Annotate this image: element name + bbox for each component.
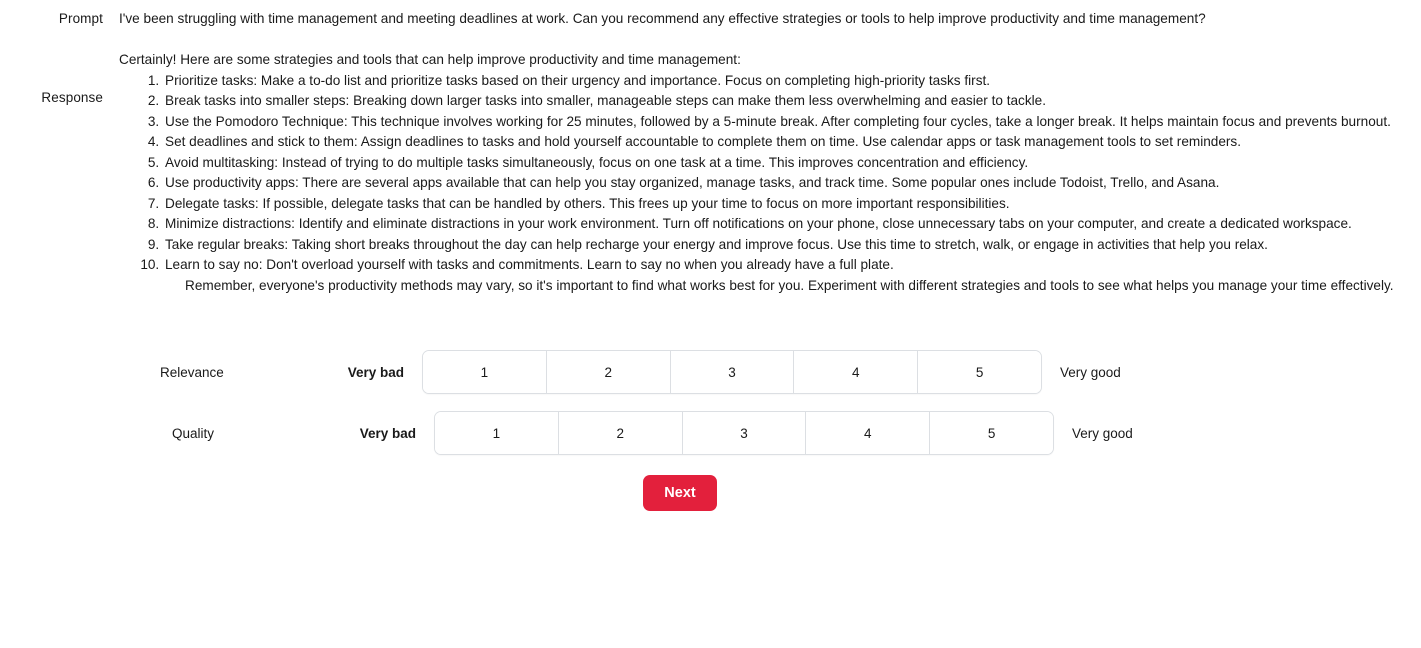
list-item: 10. Learn to say no: Don't overload yourself with tasks and commitments. Learn to say no when you already have a full plate.	[163, 255, 1405, 276]
rating-option-relevance-2[interactable]: 2	[547, 351, 671, 393]
response-intro: Certainly! Here are some strategies and tools that can help improve productivity and time management:	[119, 52, 741, 67]
list-item: 4. Set deadlines and stick to them: Assign deadlines to tasks and hold yourself accountable to complete them on time. Use calendar apps or task management tools to set reminders.	[163, 132, 1405, 153]
list-item: 2. Break tasks into smaller steps: Breaking down larger tasks into smaller, manageable steps can make them less overwhelming and easier to tackle.	[163, 91, 1405, 112]
rating-option-relevance-3[interactable]: 3	[671, 351, 795, 393]
rating-option-relevance-1[interactable]: 1	[423, 351, 547, 393]
rating-label-relevance: Relevance	[160, 364, 224, 380]
ratings-section	[0, 350, 1421, 455]
response-closing-note: Remember, everyone's productivity methods may vary, so it's important to find what works best for you. Experiment with different strategies and tools to see what helps you manage your time effectively.	[185, 277, 1394, 293]
rating-option-relevance-4[interactable]: 4	[794, 351, 918, 393]
rating-high-anchor: Very good	[1072, 425, 1133, 441]
rating-low-anchor: Very bad	[347, 364, 404, 380]
prompt-text: I've been struggling with time management and meeting deadlines at work. Can you recommend any effective strategies or tools to help improve productivity and time management?	[119, 11, 1206, 26]
response-row	[0, 24, 1421, 296]
rating-option-quality-5[interactable]: 5	[930, 412, 1053, 454]
rating-option-quality-2[interactable]: 2	[559, 412, 683, 454]
rating-option-quality-3[interactable]: 3	[683, 412, 807, 454]
rating-scale-quality[interactable]	[434, 411, 1054, 455]
list-item: 8. Minimize distractions: Identify and eliminate distractions in your work environment. Turn off notifications on your phone, close unnecessary tabs on your computer, and create a dedicated workspace.	[163, 214, 1405, 235]
list-item: 3. Use the Pomodoro Technique: This technique involves working for 25 minutes, followed by a 5-minute break. After completing four cycles, take a longer break. It helps maintain focus and prevents burnout.	[163, 112, 1405, 133]
rating-low-anchor: Very bad	[359, 425, 416, 441]
rating-high-anchor: Very good	[1060, 364, 1121, 380]
rating-label-quality: Quality	[172, 425, 215, 441]
response-block	[119, 50, 1405, 296]
response-body	[103, 24, 1421, 296]
rating-option-quality-1[interactable]: 1	[435, 412, 559, 454]
response-list	[119, 71, 1405, 276]
rating-option-relevance-5[interactable]: 5	[918, 351, 1041, 393]
list-item: 5. Avoid multitasking: Instead of trying to do multiple tasks simultaneously, focus on one task at a time. This improves concentration and efficiency.	[163, 153, 1405, 174]
next-button[interactable]: Next	[643, 475, 716, 511]
prompt-label: Prompt	[58, 11, 103, 26]
rating-row-relevance	[160, 350, 1421, 394]
list-item: 9. Take regular breaks: Taking short breaks throughout the day can help recharge your energy and improve focus. Use this time to stretch, walk, or engage in activities that help you relax.	[163, 235, 1405, 256]
list-item: 7. Delegate tasks: If possible, delegate tasks that can be handled by others. This frees up your time to focus on more important responsibilities.	[163, 194, 1405, 215]
rating-row-quality	[160, 411, 1421, 455]
rating-option-quality-4[interactable]: 4	[806, 412, 930, 454]
list-item: 1. Prioritize tasks: Make a to-do list and prioritize tasks based on their urgency and importance. Focus on completing high-priority tasks first.	[163, 71, 1405, 92]
next-button-container	[0, 475, 1200, 511]
qa-section	[0, 0, 1421, 296]
rating-scale-relevance[interactable]	[422, 350, 1042, 394]
response-label: Response	[41, 90, 103, 105]
list-item: 6. Use productivity apps: There are several apps available that can help you stay organized, manage tasks, and track time. Some popular ones include Todoist, Trello, and Asana.	[163, 173, 1405, 194]
